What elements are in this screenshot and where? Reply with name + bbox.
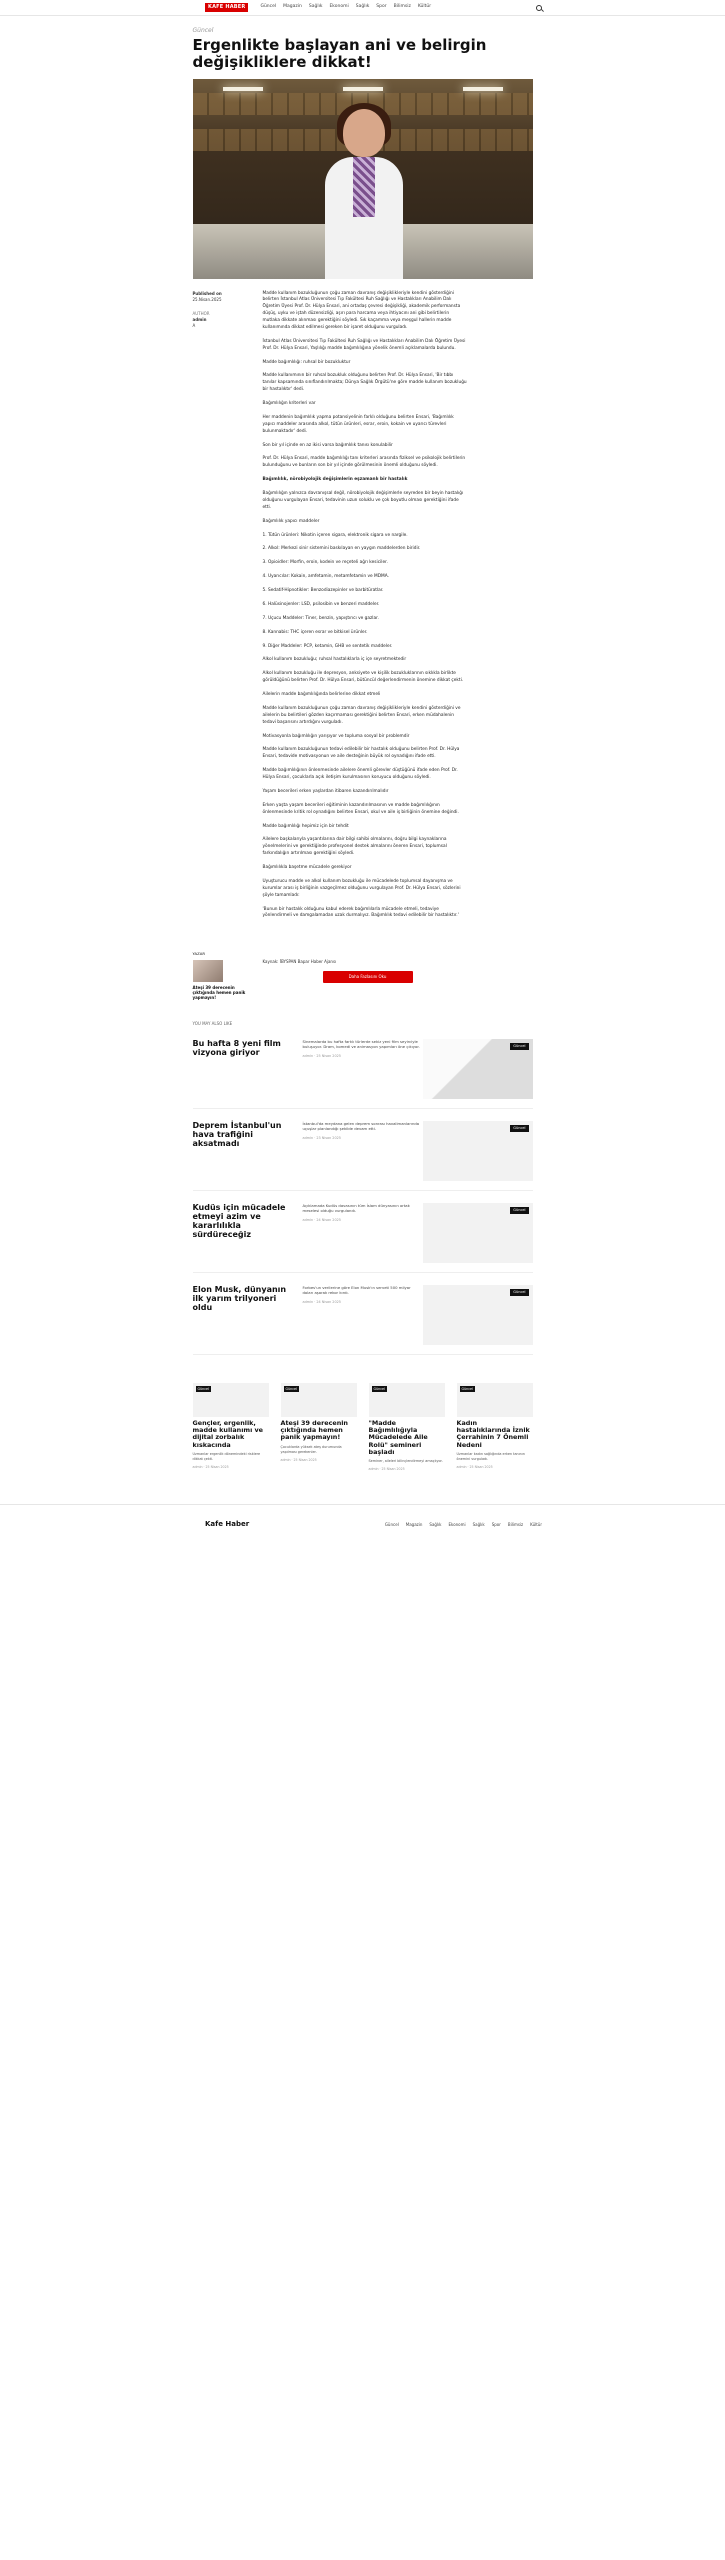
related-item-info	[303, 1285, 423, 1346]
nav-item[interactable]: Bilimsiz	[393, 4, 411, 10]
related-item-title[interactable]: Deprem İstanbul'un hava trafiğini aksatmadı	[192, 1120, 282, 1148]
related-item-desc: Sinemalarda bu hafta farklı türlerde sekiz yeni film seyirciyle buluşuyor. Dram, komedi ve animasyon yapımları öne çıkıyor.	[302, 1038, 420, 1050]
news-card-meta: admin · 25 Nisan 2025	[456, 1465, 493, 1470]
news-card[interactable]	[369, 1383, 445, 1473]
related-item-meta: admin · 24 Nisan 2025	[302, 1217, 341, 1222]
footer-nav-item[interactable]: Kültür	[530, 1521, 542, 1527]
related-item-left	[193, 1039, 288, 1100]
article-paragraph: Ailelerin madde bağımlılığında belirlerine dikkat etmeli	[262, 692, 381, 697]
article-paragraph: 'Bunun bir hastalık olduğunu kabul ederek bağımlılarla mücadele etmeli, tedaviye yönlendirmeli ve damgalamadan uzak durmalıyız. Bağımlılık tedavi edilebilir bir hastalıktır.'	[262, 906, 459, 919]
published-label: Published on	[192, 290, 222, 296]
article-title: Ergenlikte başlayan ani ve belirgin değişikliklere dikkat!	[192, 36, 487, 72]
related-item-meta: admin · 24 Nisan 2025	[302, 1299, 341, 1304]
author-label: AUTHOR	[192, 310, 210, 316]
article-paragraph: Son bir yıl içinde en az ikisi varsa bağımlılık tanısı konulabilir	[262, 442, 393, 448]
article-paragraph: Yaşam becerileri erken yaşlardan itibaren kazandırılmalıdır	[262, 788, 389, 794]
related-item-info	[303, 1039, 423, 1100]
related-item-left	[193, 1285, 288, 1346]
article-paragraph: Madde kullanım bozukluğunun tedavi edilebilir bir hastalık olduğunu belirten Prof. Dr. Hülya Ensari, tedavide motivasyonun ve aile desteğinin büyük rol oynadığını ifade etti.	[262, 747, 460, 760]
footer-nav-item[interactable]: Sağlık	[472, 1521, 485, 1527]
search-icon[interactable]	[536, 5, 542, 11]
footer-nav-item[interactable]: Spor	[491, 1521, 501, 1527]
related-item-desc: İstanbul'da meydana gelen deprem sonrası havalimanlarında uçuşlar planlandığı şekilde devam etti.	[302, 1120, 420, 1132]
nav-item[interactable]: Magazin	[283, 4, 302, 10]
article-paragraph: Ailelere başkalarıyla yaşantılarına dair bilgi sahibi olmalarını, doğru bilgi kaynaklarına yönelmelerini ve gerektiğinde profesyonel destek almalarını öneren Ensari, toplumsal farkındalığın artırılması gerektiğini söyledi.	[262, 837, 447, 857]
news-card-title[interactable]: "Madde Bağımlılığıyla Mücadelede Aile Rolü" semineri başladı	[368, 1418, 428, 1456]
article-hero-image	[193, 79, 533, 279]
related-heading: YOU MAY ALSO LIKE	[192, 1020, 233, 1026]
related-item-thumbnail[interactable]	[423, 1285, 533, 1345]
article-section[interactable]: Güncel	[192, 27, 214, 34]
nav-item[interactable]: Sağlık	[308, 4, 323, 10]
news-card[interactable]	[193, 1383, 269, 1473]
related-item[interactable]	[193, 1121, 533, 1191]
author-initial: A	[192, 322, 196, 328]
related-item-tag[interactable]: Güncel	[510, 1125, 528, 1132]
article-paragraph: 6. Halüsinojenler: LSD, psilosibin ve benzeri maddeler.	[262, 601, 380, 607]
content-wrapper	[193, 26, 533, 1472]
related-item-title[interactable]: Elon Musk, dünyanın ilk yarım trilyoneri oldu	[192, 1284, 287, 1312]
news-card-title[interactable]: Ateşi 39 derecenin çıktığında hemen panik yapmayın!	[280, 1418, 348, 1442]
article-source: Kaynak: İBYSPAN Bapar Haber Ajansı	[262, 959, 337, 965]
main-nav	[260, 4, 431, 11]
ceiling-light	[343, 87, 383, 91]
author-box-label: YAZAR	[192, 951, 205, 957]
news-card-desc: Seminer, aileleri bilinçlendirmeyi amaçlıyor.	[368, 1459, 443, 1464]
nav-item[interactable]: Spor	[376, 4, 387, 10]
ceiling-light	[463, 87, 503, 91]
news-card-tag[interactable]: Güncel	[461, 1386, 473, 1391]
footer-nav-item[interactable]: Magazin	[405, 1521, 423, 1527]
article-paragraph: Motivasyonla bağımlılığın yarışıyor ve topluma sosyal bir problemdir	[262, 733, 410, 739]
footer-nav-item[interactable]: Bilimsiz	[507, 1521, 524, 1527]
news-card-tag[interactable]: Güncel	[285, 1386, 297, 1391]
related-item-tag[interactable]: Güncel	[510, 1043, 528, 1050]
related-item-thumbnail[interactable]	[423, 1203, 533, 1263]
related-item-title[interactable]: Kudüs için mücadele etmeyi azim ve kararlılıkla sürdüreceğiz	[192, 1202, 286, 1240]
article-paragraph: 2. Alkol: Merkezi sinir sistemini baskılayan en yaygın maddelerden biridir.	[262, 546, 421, 552]
article-meta	[193, 291, 248, 928]
article-paragraph: Erken yaşta yaşam becerileri eğitiminin kazandırılmasının ve madde bağımlılığının önlenmesinde kritik rol oynadığını belirten Ensari, okul ve aile iş birliğinin önemine değindi.	[262, 802, 459, 815]
related-item-tag[interactable]: Güncel	[510, 1207, 528, 1214]
related-list	[193, 1039, 533, 1355]
footer-nav-item[interactable]: Güncel	[384, 1521, 399, 1527]
nav-item[interactable]: Kültür	[417, 4, 432, 10]
related-item-thumbnail[interactable]	[423, 1039, 533, 1099]
doctor-portrait	[325, 109, 403, 279]
news-card-desc: Uzmanlar kadın sağlığında erken tanının önemini vurguladı.	[456, 1451, 525, 1462]
footer-nav	[385, 1522, 542, 1528]
author-name[interactable]: admin	[192, 316, 207, 322]
news-card-title[interactable]: Kadın hastalıklarında İznik Çerrahinin 7 Önemli Nedeni	[456, 1418, 530, 1449]
related-item-tag[interactable]: Güncel	[510, 1289, 528, 1296]
article-paragraph: Bağımlılıkla başetme mücadele gerekiyor	[262, 865, 352, 870]
article-paragraph: 5. Sedatif-Hipnotikler: Benzodiazepinler ve barbitüratlar.	[262, 588, 384, 593]
related-item-thumbnail[interactable]	[423, 1121, 533, 1181]
read-more-button[interactable]: Daha Fazlasını Oku	[323, 971, 413, 983]
footer-logo[interactable]: Kafe Haber	[205, 1520, 250, 1529]
site-logo[interactable]: KAFE HABER	[205, 3, 248, 13]
footer	[0, 1504, 725, 1544]
ceiling-light	[223, 87, 263, 91]
nav-item[interactable]: Güncel	[260, 4, 277, 10]
article-paragraph: Alkol kullanım bozukluğu; ruhsal hastalıklarla iç içe seyretmektedir	[262, 657, 407, 663]
article-paragraph: Bağımlılığın kriterleri var	[262, 401, 316, 406]
article-paragraph: 7. Uçucu Maddeler: Tiner, benzin, yapıştırıcı ve gazlar.	[262, 615, 379, 621]
author-related-title[interactable]: Ateşi 39 derecenin çıktığında hemen panik yapmayın!	[192, 984, 246, 1001]
news-card-thumbnail[interactable]	[457, 1383, 533, 1417]
article-paragraph: 8. Kannabis: THC içeren esrar ve bitkisel ürünler.	[262, 629, 368, 635]
face	[343, 109, 385, 157]
news-card-thumbnail[interactable]	[281, 1383, 357, 1417]
article-paragraph: Bağımlılık yapıcı maddeler	[262, 518, 320, 524]
news-card-meta: admin · 25 Nisan 2025	[192, 1465, 229, 1470]
more-news-grid	[193, 1383, 533, 1473]
article-paragraph: Bağımlılık, nörobiyolojik değişimlerin eşzamanlı bir hastalık	[262, 477, 408, 483]
news-card-desc: Uzmanlar ergenlik dönemindeki risklere dikkat çekti.	[192, 1451, 261, 1462]
author-related-column	[193, 951, 248, 1000]
news-card-thumbnail[interactable]	[369, 1383, 445, 1417]
article-paragraph: Prof. Dr. Hülya Ensari, madde bağımlılığı tanı kriterleri arasında fiziksel ve psikolojik belirtilerin bulunduğunu ve bunların son bir yıl içinde görülmesinin önemli olduğunu söyledi.	[262, 456, 466, 469]
article-paragraph: İstanbul Atlas Üniversitesi Tıp Fakültesi Ruh Sağlığı ve Hastalıkları Anabilim Dalı Öğretim Üyesi Prof. Dr. Hülya Ensari, Yaşlılığı madde bağımlılığına yönelik önemli açıklamalarda bulundu.	[262, 338, 466, 351]
article-paragraph: Madde kullanımının bir ruhsal bozukluk olduğunu belirten Prof. Dr. Hülya Ensari, 'Bir tıbbı tanılar kapsamında sınıflandırılmakta; Dünya Sağlık Örgütü'ne göre madde kullanım bozukluğu bir hastalıktır' dedi.	[262, 373, 467, 393]
related-item[interactable]	[193, 1203, 533, 1273]
footer-nav-item[interactable]: Ekonomi	[448, 1521, 466, 1527]
related-item-info	[303, 1203, 423, 1264]
nav-item[interactable]: Sağlık	[355, 4, 370, 10]
related-item[interactable]	[193, 1285, 533, 1355]
article-paragraph: Madde kullanım bozukluğunun çoğu zaman davranış değişiklikleriyle kendini gösterdiğini ve ailelerin bu belirtileri gözden kaçırmaması gerektiğini belirten Ensari, erken müdahalenin tedavi başarısını artırdığını vurguladı.	[262, 705, 461, 725]
article-paragraph: Alkol kullanım bozukluğu ile depresyon, anksiyete ve kişilik bozukluklarının sıklıkla birlikte görüldüğünü belirten Prof. Dr. Hülya Ensari, bütüncül değerlendirmenin önemine dikkat çekti.	[262, 671, 464, 684]
article-paragraph: 9. Diğer Maddeler: PCP, ketamin, GHB ve sentetik maddeler.	[262, 643, 393, 649]
scarf	[353, 157, 375, 217]
related-item-meta: admin · 23 Nisan 2025	[302, 1135, 341, 1140]
article-paragraph: 3. Opioidler: Morfin, eroin, kodein ve reçeteli ağrı kesiciler.	[262, 560, 388, 566]
related-item-desc: Açıklamada Kudüs davasının tüm İslam dünyasının ortak meselesi olduğu vurgulandı.	[302, 1202, 410, 1214]
article-paragraph: Madde bağımlılığı hepimiz için bir tehdit	[262, 823, 349, 829]
top-navigation-bar	[0, 0, 725, 16]
article-paragraph: Madde bağımlılığının önlenmesinde ailelere önemli görevler düştüğünü ifade eden Prof. Dr. Hülya Ensari, çocuklarla açık iletişim kurulmasının koruyucu olduğunu söyledi.	[262, 768, 458, 780]
related-item-meta: admin · 25 Nisan 2025	[302, 1053, 341, 1058]
article-footer	[263, 951, 468, 983]
news-card-meta: admin · 25 Nisan 2025	[280, 1457, 317, 1462]
news-card-thumbnail[interactable]	[193, 1383, 269, 1417]
news-card-tag[interactable]: Güncel	[373, 1386, 385, 1391]
related-item-left	[193, 1203, 288, 1264]
author-related-box	[193, 951, 533, 1000]
article-paragraph: 4. Uyarıcılar: Kokain, amfetamin, metamfetamin ve MDMA.	[262, 574, 389, 580]
article-paragraph: Her maddenin bağımlılık yapma potansiyelinin farklı olduğunu belirten Ensari, 'Bağımlılık yapıcı maddeler arasında alkol, tütün ürünleri, esrar, eroin, kokain ve uyarıcı türevleri bulunmaktadır' dedi.	[262, 414, 454, 434]
article-paragraph: Madde kullanım bozukluğunun çoğu zaman davranış değişiklikleriyle kendini gösterdiğini belirten İstanbul Atlas Üniversitesi Tıp Fakültesi Ruh Sağlığı ve Hastalıkları Anabilim Dalı Öğretim Üyesi Prof. Dr. Hülya Ensari, ani ortadaş çevresi değişikliği, akademik performansta düşüş, uyku ve iştah düzensizliği, aşırı para harcama veya ihtiyacını ani gibi belirtilerin mutlaka dikkate alınması gerektiğini söyledi. Sık kaçamma veya meşgul hallerin madde kullanımında dikkat edilmesi gereken bir işaret olduğunu vurguladı.	[262, 290, 461, 330]
article-paragraph: Bağımlılığın yalnızca davranışsal değil, nörobiyolojik değişimlerle seyreden bir beyin hastalığı olduğunu vurgulayan Ensari, tedavinin uzun soluklu ve çok boyutlu olması gerektiğini ifade etti.	[262, 491, 464, 510]
related-item-title[interactable]: Bu hafta 8 yeni film vizyona giriyor	[192, 1038, 281, 1057]
news-card-title[interactable]: Gençler, ergenlik, madde kullanımı ve dijital zorbalık kıskacında	[192, 1418, 263, 1449]
news-card-tag[interactable]: Güncel	[197, 1386, 209, 1391]
related-item-desc: Forbes'un verilerine göre Elon Musk'ın serveti 500 milyar doları aşarak rekor kırdı.	[302, 1284, 411, 1296]
footer-nav-item[interactable]: Sağlık	[429, 1521, 442, 1527]
article-body	[263, 291, 468, 928]
news-card[interactable]	[281, 1383, 357, 1473]
author-related-thumbnail[interactable]	[193, 960, 223, 982]
article-paragraph: Madde bağımlılığı: ruhsal bir bozukluktur	[262, 359, 351, 365]
news-card-desc: Çocuklarda yüksek ateş durumunda yapılması gerekenler.	[280, 1444, 342, 1454]
related-item[interactable]	[193, 1039, 533, 1109]
news-card[interactable]	[457, 1383, 533, 1473]
article-layout	[193, 291, 533, 928]
published-date: 25.Nisan.2025	[192, 296, 222, 302]
article-paragraph: 1. Tütün ürünleri: Nikotin içeren sigara, elektronik sigara ve nargile.	[262, 532, 408, 538]
related-item-left	[193, 1121, 288, 1182]
nav-item[interactable]: Ekonomi	[329, 4, 349, 10]
news-card-meta: admin · 25 Nisan 2025	[368, 1467, 405, 1472]
related-item-info	[303, 1121, 423, 1182]
article-paragraph: Uyuşturucu madde ve alkol kullanım bozukluğu ile mücadelede toplumsal dayanışma ve kurumlar arası iş birliğinin vazgeçilmez olduğunu vurgulayan Prof. Dr. Hülya Ensari, sözlerini şöyle tamamladı:	[262, 878, 461, 898]
